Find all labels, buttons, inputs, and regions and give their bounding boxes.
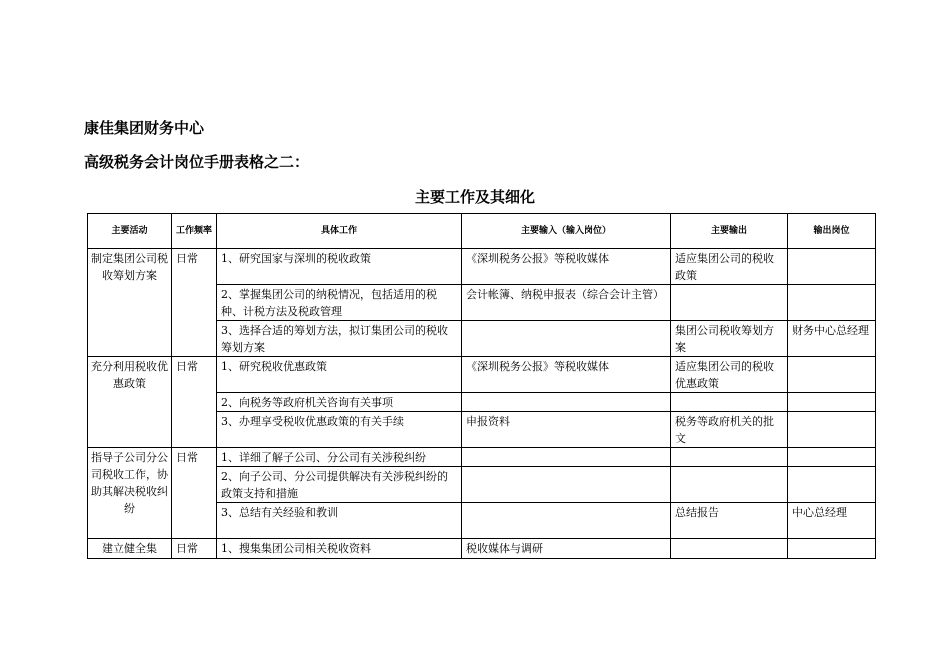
table-row (88, 539, 876, 559)
input-cell: 《深圳税务公报》等税收媒体 (462, 357, 671, 393)
output-cell: 总结报告 (671, 503, 788, 539)
activity-cell: 制定集团公司税收筹划方案 (88, 249, 172, 357)
post-cell (788, 467, 876, 503)
activity-cell: 建立健全集 (88, 539, 172, 559)
frequency-cell: 日常 (172, 448, 217, 539)
frequency-cell: 日常 (172, 249, 217, 357)
output-cell: 适应集团公司的税收政策 (671, 249, 788, 285)
table-header-row (88, 214, 876, 249)
input-cell: 税收媒体与调研 (462, 539, 671, 559)
output-cell: 适应集团公司的税收优惠政策 (671, 357, 788, 393)
output-cell (671, 467, 788, 503)
col-header-activity: 主要活动 (88, 214, 172, 249)
input-cell (462, 393, 671, 412)
col-header-input: 主要输入（输入岗位） (462, 214, 671, 249)
form-subtitle: 高级税务会计岗位手册表格之二： (84, 153, 310, 171)
output-cell (671, 448, 788, 467)
input-cell (462, 321, 671, 357)
col-header-frequency: 工作频率 (172, 214, 217, 249)
work-cell: 3、总结有关经验和教训 (217, 503, 462, 539)
post-cell: 中心总经理 (788, 503, 876, 539)
table-row (88, 448, 876, 467)
output-cell: 集团公司税收筹划方案 (671, 321, 788, 357)
table-row (88, 249, 876, 285)
input-cell: 《深圳税务公报》等税收媒体 (462, 249, 671, 285)
col-header-output: 主要输出 (671, 214, 788, 249)
company-heading: 康佳集团财务中心 (84, 119, 205, 137)
work-cell: 1、详细了解子公司、分公司有关涉税纠纷 (217, 448, 462, 467)
work-cell: 2、向税务等政府机关咨询有关事项 (217, 393, 462, 412)
input-cell (462, 448, 671, 467)
output-cell (671, 539, 788, 559)
post-cell: 财务中心总经理 (788, 321, 876, 357)
table-title: 主要工作及其细化 (414, 188, 535, 206)
input-cell: 会计帐簿、纳税申报表（综合会计主管） (462, 285, 671, 321)
col-header-work: 具体工作 (217, 214, 462, 249)
work-cell: 1、研究税收优惠政策 (217, 357, 462, 393)
activity-cell: 指导子公司分公司税收工作，协助其解决税收纠纷 (88, 448, 172, 539)
post-cell (788, 249, 876, 285)
work-cell: 1、搜集集团公司相关税收资料 (217, 539, 462, 559)
work-cell: 3、选择合适的筹划方法，拟订集团公司的税收筹划方案 (217, 321, 462, 357)
output-cell (671, 285, 788, 321)
table-row (88, 357, 876, 393)
work-detail-table (87, 213, 876, 559)
col-header-post: 输出岗位 (788, 214, 876, 249)
frequency-cell: 日常 (172, 357, 217, 448)
post-cell (788, 393, 876, 412)
output-cell (671, 393, 788, 412)
work-cell: 2、向子公司、分公司提供解决有关涉税纠纷的政策支持和措施 (217, 467, 462, 503)
work-cell: 3、办理享受税收优惠政策的有关手续 (217, 412, 462, 448)
input-cell: 申报资料 (462, 412, 671, 448)
work-cell: 1、研究国家与深圳的税收政策 (217, 249, 462, 285)
post-cell (788, 285, 876, 321)
activity-cell: 充分利用税收优惠政策 (88, 357, 172, 448)
post-cell (788, 357, 876, 393)
post-cell (788, 448, 876, 467)
input-cell (462, 467, 671, 503)
post-cell (788, 539, 876, 559)
work-cell: 2、掌握集团公司的纳税情况，包括适用的税种、计税方法及税政管理 (217, 285, 462, 321)
post-cell (788, 412, 876, 448)
frequency-cell: 日常 (172, 539, 217, 559)
output-cell: 税务等政府机关的批文 (671, 412, 788, 448)
input-cell (462, 503, 671, 539)
